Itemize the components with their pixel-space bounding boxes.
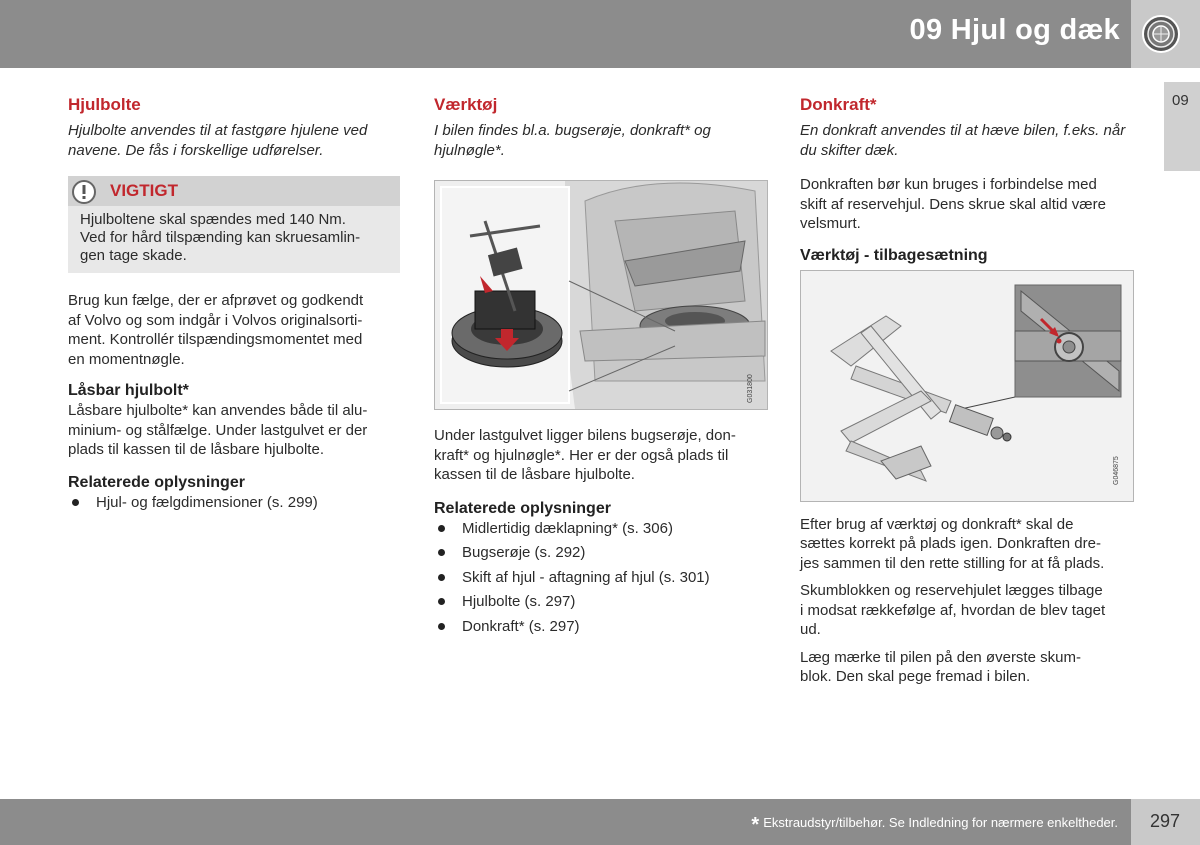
jack-drawing: [801, 271, 1133, 501]
tools-drawing: [435, 181, 767, 409]
paragraph-locking-bolt: [68, 401, 400, 460]
tools-illustration: [434, 180, 768, 410]
related-link[interactable]: Midlertidig dæklapning* (s. 306): [434, 519, 768, 539]
footnote-text: Ekstraudstyr/tilbehør. Se Indledning for nærmere enkeltheder.: [763, 815, 1118, 830]
important-notice-body: [68, 206, 400, 273]
chapter-tab-label: 09: [1172, 92, 1189, 109]
paragraph-line: velsmurt.: [800, 215, 861, 232]
intro-donkraft: En donkraft anvendes til at hæve bilen, f.eks. når du skifter dæk.: [800, 122, 1126, 159]
important-line: gen tage skade.: [80, 247, 187, 264]
footnote-star: *: [751, 814, 760, 836]
paragraph-line: Under lastgulvet ligger bilens bugserøje, don-: [434, 427, 736, 444]
important-notice-header: [68, 176, 400, 206]
figure-code: G031800: [747, 374, 754, 403]
section-title-vaerktoej: Værktøj: [434, 95, 498, 114]
paragraph-line: Skumblokken og reservehjulet lægges tilbage: [800, 582, 1103, 599]
tire-icon: [1141, 14, 1181, 54]
paragraph-line: skift af reservehjul. Dens skrue skal altid være: [800, 195, 1106, 213]
paragraph-line: Brug kun fælge, der er afprøvet og godkendt: [68, 292, 364, 309]
paragraph-line: Læg mærke til pilen på den øverste skum-: [800, 648, 1081, 666]
important-notice-title: VIGTIGT: [110, 181, 178, 200]
related-list: [434, 519, 768, 637]
section-title-donkraft: Donkraft*: [800, 95, 877, 114]
paragraph-foam-blocks: [800, 581, 1134, 640]
paragraph-after-use: [800, 515, 1134, 574]
subheading-tool-storage: Værktøj - tilbagesætning: [800, 246, 988, 264]
related-link[interactable]: Hjul- og fælgdimensioner (s. 299): [68, 493, 400, 513]
related-link[interactable]: Donkraft* (s. 297): [434, 617, 768, 637]
related-list: [68, 493, 400, 513]
paragraph-line: ment. Kontrollér tilspændingsmomentet med: [68, 331, 363, 348]
intro-hjulbolte: Hjulbolte anvendes til at fastgøre hjulene ved navene. De fås i forskellige udførelser.: [68, 122, 368, 159]
paragraph-under-floor: [434, 426, 768, 485]
paragraph-approved-rims: [68, 291, 400, 369]
related-link[interactable]: Skift af hjul - aftagning af hjul (s. 301): [434, 568, 768, 588]
related-heading: Relaterede oplysninger: [68, 473, 245, 491]
paragraph-line: Donkraften bør kun bruges i forbindelse med: [800, 176, 1097, 193]
chapter-title: 09 Hjul og dæk: [909, 14, 1120, 46]
paragraph-line: kraft* og hjulnøgle*. Her er der også plads til: [434, 446, 729, 464]
column-vaerktoej: [434, 94, 768, 641]
paragraph-jack-usage: [800, 175, 1134, 234]
important-line: Ved for hård tilspænding kan skruesamlin-: [80, 229, 361, 246]
subheading-locking-bolt: Låsbar hjulbolt*: [68, 382, 189, 399]
paragraph-line: plads til kassen til de låsbare hjulbolte.: [68, 441, 324, 458]
paragraph-arrow-note: [800, 648, 1134, 687]
jack-illustration: [800, 270, 1134, 502]
figure-code: G046875: [1113, 455, 1120, 485]
column-hjulbolte: [68, 94, 400, 513]
paragraph-line: Låsbare hjulbolte* kan anvendes både til alu-: [68, 402, 368, 419]
paragraph-line: sættes korrekt på plads igen. Donkraften dre-: [800, 535, 1101, 552]
paragraph-line: ud.: [800, 621, 821, 638]
footnote: [751, 814, 1118, 837]
related-heading: Relaterede oplysninger: [434, 499, 611, 517]
important-line: Hjulboltene skal spændes med 140 Nm.: [80, 211, 346, 228]
paragraph-line: i modsat rækkefølge af, hvordan de blev taget: [800, 601, 1106, 619]
column-donkraft: [800, 94, 1134, 687]
paragraph-line: en momentnøgle.: [68, 350, 185, 368]
paragraph-line: af Volvo og som indgår i Volvos originalsorti-: [68, 311, 363, 329]
intro-vaerktoej: I bilen findes bl.a. bugserøje, donkraft* og hjulnøgle*.: [434, 122, 711, 159]
important-notice: [68, 176, 400, 273]
related-link[interactable]: Bugserøje (s. 292): [434, 543, 768, 563]
paragraph-line: blok. Den skal pege fremad i bilen.: [800, 668, 1031, 685]
related-link[interactable]: Hjulbolte (s. 297): [434, 592, 768, 612]
warning-icon: [71, 179, 97, 205]
paragraph-line: jes sammen til den rette stilling for at få plads.: [800, 554, 1105, 572]
page-number: 297: [1150, 811, 1181, 831]
paragraph-line: Efter brug af værktøj og donkraft* skal de: [800, 515, 1074, 533]
paragraph-line: kassen til de låsbare hjulbolte.: [434, 466, 635, 483]
paragraph-line: minium- og stålfælge. Under lastgulvet er der: [68, 421, 368, 439]
section-title-hjulbolte: Hjulbolte: [68, 95, 141, 114]
